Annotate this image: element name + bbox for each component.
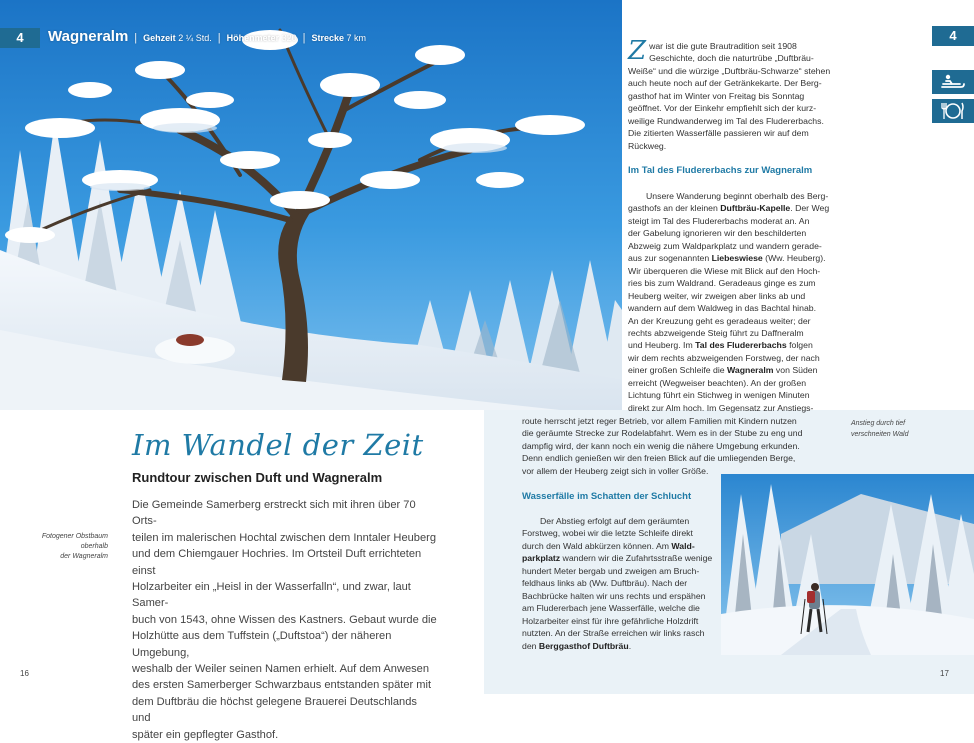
para-line [522,590,717,602]
text-run: Wir überqueren die Wiese mit Blick auf den Hoch- [628,265,821,276]
para-line: Denn endlich genießen wir den freien Blick auf die umliegenden Berge, [522,453,796,464]
text-run: . [628,640,632,651]
intro-line: Die Gemeinde Samerberg erstreckt sich mit ihren über 70 Orts- [132,499,416,528]
para-line [628,389,843,401]
para-line: gasthof hat im Winter von Freitag bis Sonntag [628,90,805,101]
para-line: auch heute noch auf der Getränkekarte. Der Berg- [628,78,822,89]
text-run: Unsere Wanderung beginnt oberhalb des Berg- [646,191,829,201]
article-headline: Im Wandel der Zeit [132,428,424,462]
para-line [522,540,717,552]
drop-cap: Z [628,36,647,66]
right-chapter-tab: 4 [932,26,974,46]
header-separator: | [302,32,306,44]
text-run: folgen [786,340,813,351]
para-line [628,327,843,339]
intro-line: Holzhütte aus dem Tuffstein („Duftstoa“) der näheren Umgebung, [132,630,392,659]
route-header [48,28,366,48]
intro-line: Holzarbeiter ein „Heisl in der Wasserfalln“, und zwar, laut Samer- [132,581,411,610]
intro-line: dem Duftbräu die höchst gelegene Brauerei Deutschlands und [132,695,417,725]
para-line: war ist die gute Brautradition seit 1908 [649,41,797,51]
para-line [628,277,843,289]
para-line [628,402,843,414]
para-line [628,202,843,214]
para-line [522,552,717,564]
para-line [628,302,843,314]
para-line: dampfig wird, der kann noch ein wenig die nähere Umgebung erkunden. [522,440,800,451]
text-run: Bachbrücke halten wir uns rechts und erspähen [522,590,706,601]
text-run: . Der Weg [790,203,830,214]
header-separator: | [217,32,221,44]
elevation-value: 320 [281,33,297,43]
elevation-label: Höhenmeter [226,33,280,43]
text-run: durch den Wald abkürzen können. Am [522,540,672,551]
text-run: Der Abstieg erfolgt auf dem geräumten [540,516,690,526]
page-number-left: 16 [20,669,29,678]
bold-place-name: parkplatz [522,553,561,564]
para-line: Weiße“ und die würzige „Duftbräu-Schwarze“ stehen [628,65,831,76]
page-number-right: 17 [940,669,949,678]
text-run: wandern auf dem Waldweg in das Bachtal hinab. [628,303,817,314]
photo-snowy-tree [0,0,622,410]
para-line [628,190,843,202]
intro-line: und dem Chiemgauer Hochries. Im Ortsteil Duft errichteten einst [132,548,422,577]
header-separator: | [134,32,138,44]
para-line [522,615,717,627]
para-line [628,352,843,364]
bold-place-name: Tal des Fludererbachs [695,340,787,351]
section-heading-1: Im Tal des Fludererbachs zur Wagneralm [628,165,813,176]
text-run: wandern wir die Zufahrtsstraße wenige [560,553,713,564]
section-heading-2: Wasserfälle im Schatten der Schlucht [522,491,692,502]
right-intro-paragraph [628,36,843,152]
photo-caption-right [851,418,951,440]
text-run: und Heuberg. Im [628,340,696,351]
article-subheadline: Rundtour zwischen Duft und Wagneralm [132,470,383,485]
para-line [522,640,717,652]
text-run: am Fludererbach jene Wasserfälle, welche die [522,603,700,614]
para-line [628,215,843,227]
section-1-text [628,190,843,414]
photo-hiker-forest [721,474,974,655]
para-line: vor allem der Heuberg zeigt sich in voller Größe. [522,465,709,476]
text-run: den [522,640,539,651]
text-run: Lichtung führt ein Stichweg in wenigen Minuten [628,390,810,401]
text-run: Forstweg, wobei wir die letzte Schleife direkt [522,528,693,539]
para-line [628,315,843,327]
caption-line: der Wagneralm [60,553,108,560]
intro-line: buch von 1543, ohne Wissen des Kastners. Gebaut wurde die [132,613,437,626]
para-line: geöffnet. Vor der Einkehr empfiehlt sich der kurz- [628,103,817,114]
para-line [628,227,843,239]
bold-place-name: Duftbräu-Kapelle [720,203,791,214]
para-line [628,364,843,376]
para-line: weilige Rundwanderweg im Tal des Fludererbachs. [628,115,824,126]
section-2-text [522,515,717,652]
distance-label: Strecke [311,33,345,43]
text-run: wir dem rechts abzweigenden Forstweg, der nach [628,352,820,363]
text-run: An der Kreuzung geht es geradeaus weiter; der [628,315,811,326]
text-run: steigt im Tal des Fludererbachs moderat an. An [628,215,810,226]
para-line [628,377,843,389]
photo-caption-left [20,532,108,562]
bold-place-name: Wald- [671,540,695,551]
section-1-continuation [522,415,842,477]
text-run: von Süden [773,365,818,376]
text-run: der Gabelung ignorieren wir den beschilderten [628,228,807,239]
para-line [522,527,717,539]
text-run: Abzweig zum Waldparkplatz und wandern gerade- [628,240,822,251]
para-line [522,577,717,589]
route-name: Wagneralm [48,28,129,45]
chapter-number-tab: 4 [0,28,40,48]
intro-line: weshalb der Weiler seinen Namen erhielt. Auf dem Anwesen [132,663,430,676]
intro-paragraph [132,497,438,743]
para-line: Geschichte, doch die naturtrübe „Duftbräu- [649,53,814,64]
text-run: ries bis zum Waldrand. Geradeaus ginge es zum [628,278,816,289]
text-run: rechts abzweigende Steig führt zu Daffneralm [628,327,804,338]
text-run: Holzarbeiter einst für ihre gefährliche Holzdrift [522,615,699,626]
bold-place-name: Liebeswiese [711,253,763,264]
caption-line: Fotogener Obstbaum [41,533,108,540]
para-line [628,265,843,277]
intro-line: des ersten Samerberger Schwarzbaus entstanden später mit [132,679,432,692]
text-run: Heuberg weiter, wir zweigen aber links ab und [628,290,806,301]
bold-place-name: Wagneralm [727,365,774,376]
para-line [522,627,717,639]
intro-line: teilen im malerischen Hochtal zwischen dem Inntaler Heuberg [132,531,436,544]
para-line: Rückweg. [628,140,667,151]
text-run: feldhaus links ab (Ww. Duftbräu). Nach der [522,578,688,589]
bold-place-name: Berggasthof Duftbräu [538,640,629,651]
walk-time-label: Gehzeit [143,33,176,43]
distance [312,33,367,43]
para-line [628,290,843,302]
caption-line: verschneiten Wald [851,431,909,438]
caption-line: Anstieg durch tief [851,420,906,427]
elevation [227,33,297,43]
text-run: (Ww. Heuberg). [762,253,826,264]
para-line: Die zitierten Wasserfälle passieren wir auf dem [628,128,809,139]
text-run: nutzten. An der Straße erreichen wir links rasch [522,628,705,639]
para-line [522,565,717,577]
text-run: erreicht (Wegweiser beachten). An der großen [628,377,807,388]
caption-line: oberhalb [80,543,108,550]
text-run: direkt zur Alm hoch. Im Gegensatz zur Anstiegs- [628,402,814,413]
para-line [628,252,843,264]
walk-time-value: 2 ¼ Std. [178,33,212,43]
intro-line: später ein gepflegter Gasthof. [132,728,279,741]
para-line [628,339,843,351]
restaurant-icon [932,99,974,123]
text-run: hundert Meter bergab und zweigen am Bruch- [522,565,700,576]
para-line [522,515,717,527]
text-run: einer großen Schleife die [628,365,727,376]
para-line: route herrscht jetzt reger Betrieb, vor allem Familien mit Kindern nutzen [522,416,797,426]
sled-icon [932,70,974,94]
text-run: gasthofs an der kleinen [628,203,721,214]
text-run: aus zur sogenannten [628,253,712,264]
para-line [522,602,717,614]
para-line [628,240,843,252]
walk-time [143,33,212,43]
distance-value: 7 km [346,33,367,43]
para-line: die geräumte Strecke zur Rodelabfahrt. Wem es in der Stube zu eng und [522,428,803,439]
